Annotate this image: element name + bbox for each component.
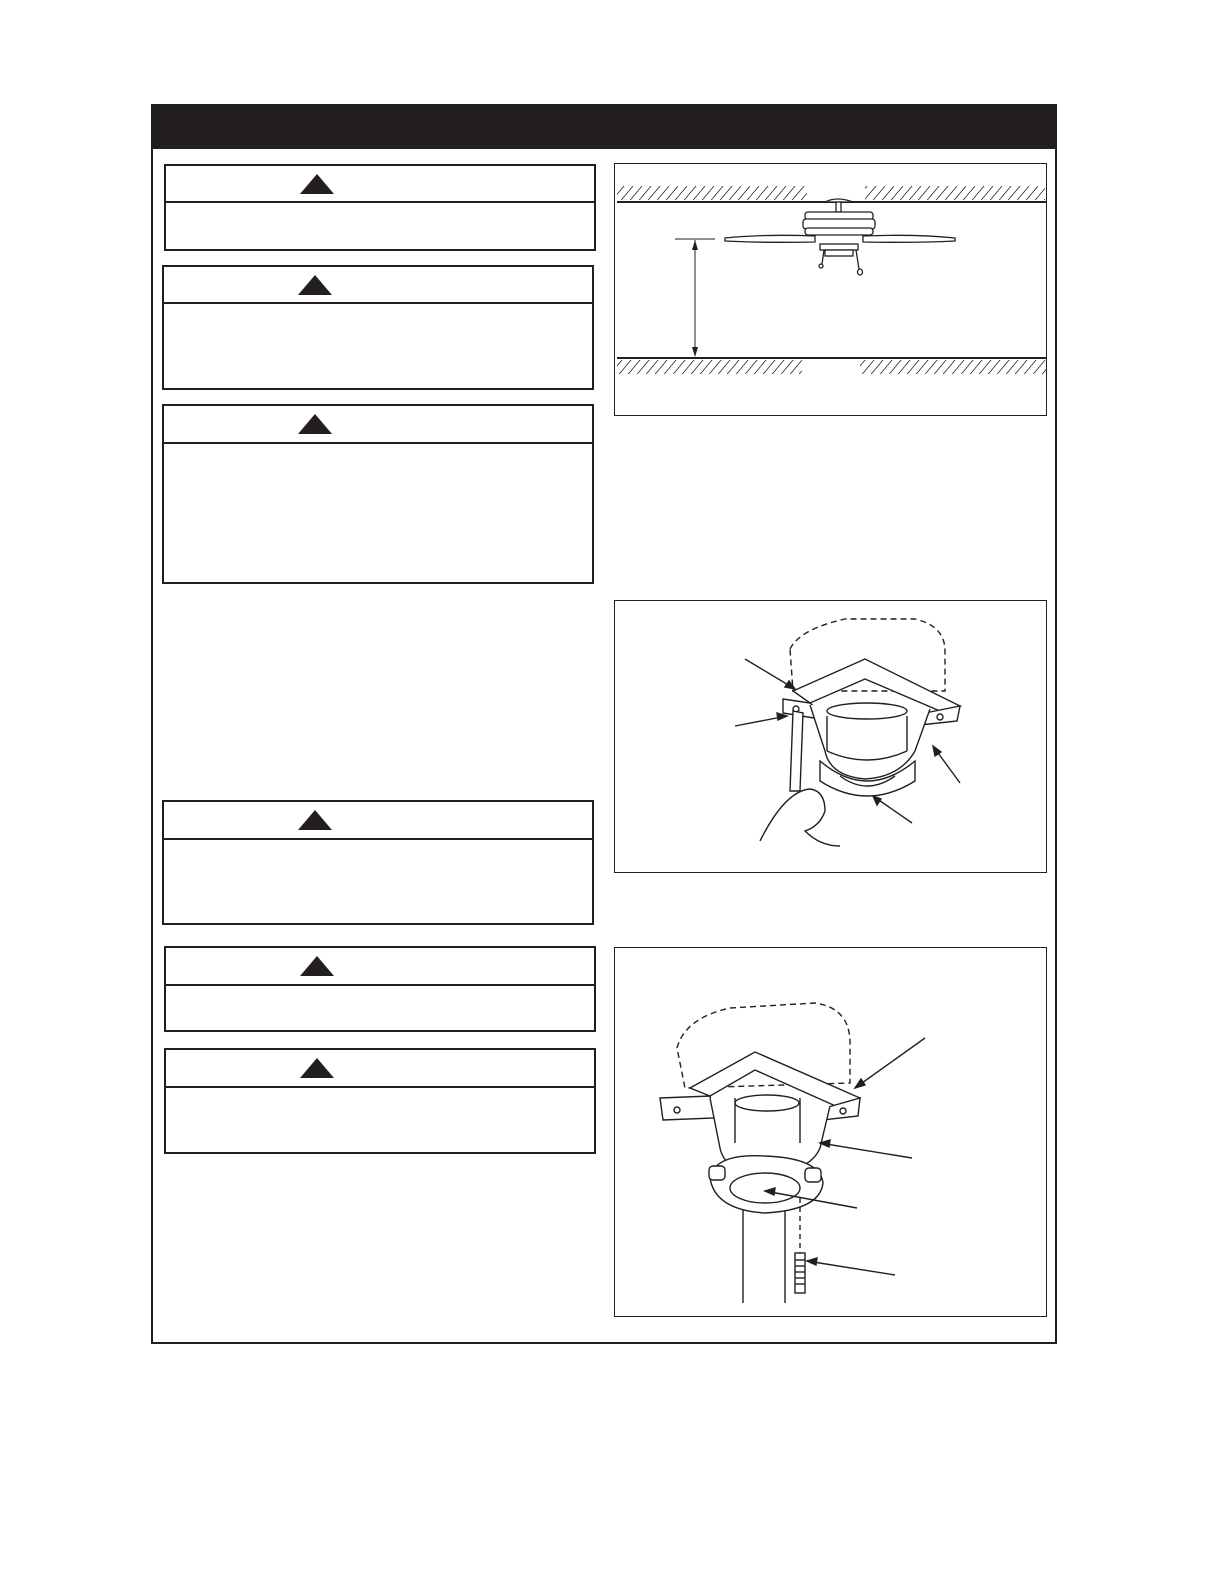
floor-hatch-right <box>860 360 1046 374</box>
warning-box-header <box>166 948 594 986</box>
warning-triangle-icon <box>298 414 332 434</box>
clearance-dimension-arrow <box>675 239 715 357</box>
ceiling-fan-clearance-illustration <box>615 164 1048 417</box>
downrod-ball-drawing <box>709 1156 823 1303</box>
mounting-bracket-install-illustration <box>615 601 1048 874</box>
ceiling-hatch-right <box>865 186 1045 200</box>
floor-hatch-left <box>617 360 802 374</box>
mounting-bracket-drawing <box>783 659 960 796</box>
warning-triangle-icon <box>300 174 334 194</box>
warning-box-header <box>166 166 594 203</box>
warning-box-header <box>164 406 592 444</box>
warning-triangle-icon <box>298 275 332 295</box>
warning-triangle-icon <box>300 1058 334 1078</box>
warning-box-6 <box>164 1048 596 1154</box>
ceiling-fan-drawing <box>725 199 955 275</box>
figure-mounting-bracket <box>614 600 1047 873</box>
section-header-bar <box>151 104 1057 149</box>
downrod-ball-seat-illustration <box>615 948 1048 1318</box>
warning-box-4 <box>162 800 594 925</box>
outlet-box-dashed-outline <box>677 1003 850 1088</box>
warning-box-header <box>164 267 592 304</box>
figure-downrod-ball <box>614 947 1047 1317</box>
ceiling-hatch-left <box>617 186 807 200</box>
warning-box-header <box>164 802 592 840</box>
figure-fan-clearance <box>614 163 1047 416</box>
warning-box-2 <box>162 265 594 390</box>
warning-box-1 <box>164 164 596 251</box>
warning-box-header <box>166 1050 594 1088</box>
warning-triangle-icon <box>298 810 332 830</box>
warning-box-3 <box>162 404 594 584</box>
warning-box-5 <box>164 946 596 1032</box>
warning-triangle-icon <box>300 956 334 976</box>
